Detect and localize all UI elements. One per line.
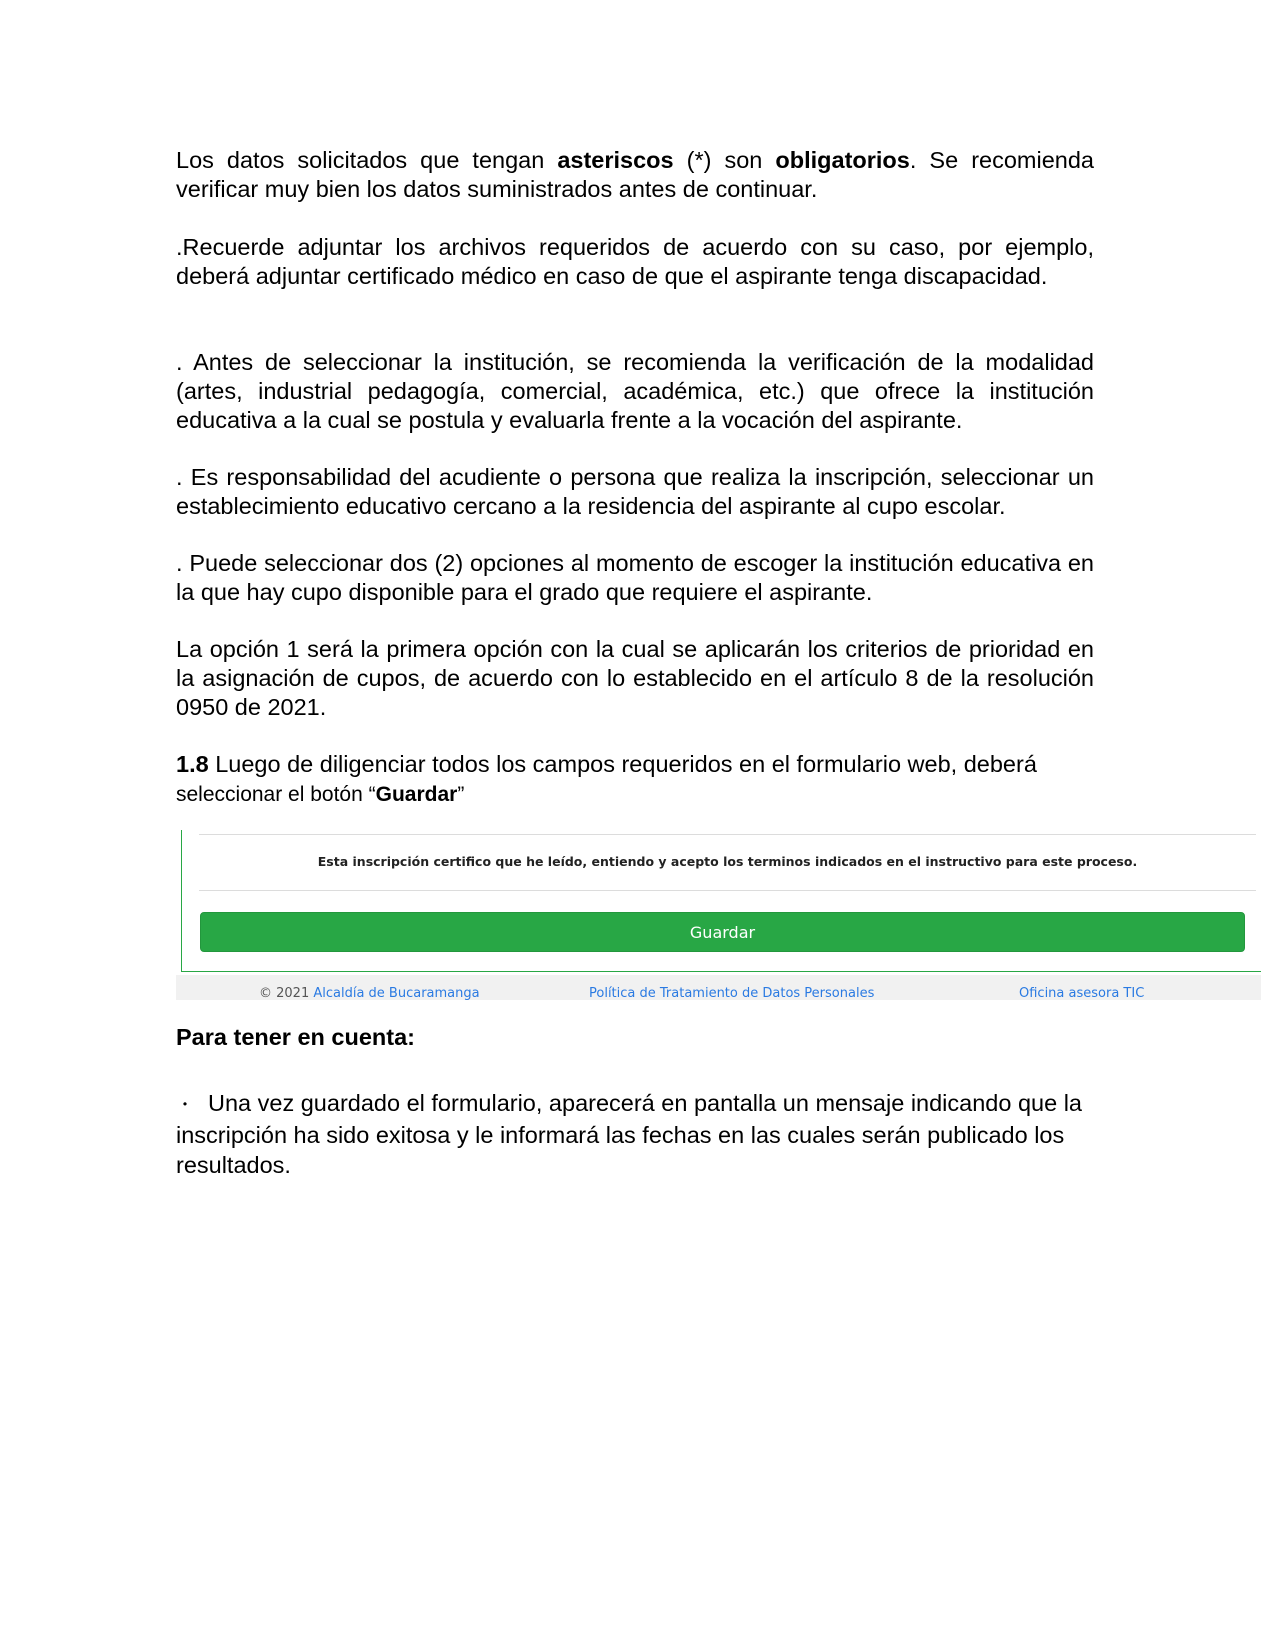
paragraph-attach-files: .Recuerde adjuntar los archivos requeridos de acuerdo con su caso, por ejemplo, deberá adjuntar certificado médico en caso de que el aspirante tenga discapacidad. bbox=[176, 234, 1094, 289]
paragraph-priority-criteria: La opción 1 será la primera opción con la cual se aplicarán los criterios de prioridad en la asignación de cupos, de acuerdo con lo establecido en el artículo 8 de la resolución 0950 de 2021. bbox=[176, 636, 1094, 720]
paragraph-step-1-8 bbox=[176, 750, 1094, 808]
alcaldia-link[interactable]: Alcaldía de Bucaramanga bbox=[313, 986, 480, 1000]
bold-asteriscos: asteriscos bbox=[557, 147, 674, 173]
paragraph-text: (*) son bbox=[673, 147, 776, 173]
paragraph-text: . Se recomienda verificar muy bien los datos suministrados antes de continuar. bbox=[176, 147, 1094, 202]
paragraph-text: ” bbox=[457, 783, 465, 806]
notes-item bbox=[176, 1088, 1094, 1180]
notes-item-text: Una vez guardado el formulario, aparecerá en pantalla un mensaje indicando que la inscripción ha sido exitosa y le informará las fechas en las cuales serán publicado los resultados. bbox=[176, 1090, 1082, 1178]
paragraph-institution-modality: . Antes de seleccionar la institución, se recomienda la verificación de la modalidad (artes, industrial pedagogía, comercial, académica, etc.) que ofrece la institución educativa a la cual se postula y evaluarla frente a la vocación del aspirante. bbox=[176, 349, 1094, 433]
paragraph-guardian-responsibility: . Es responsabilidad del acudiente o persona que realiza la inscripción, seleccionar un establecimiento educativo cercano a la residencia del aspirante al cupo escolar. bbox=[176, 464, 1094, 519]
consent-text: Esta inscripción certifico que he leído, entiendo y acepto los terminos indicados en el instructivo para este proceso. bbox=[317, 854, 1138, 869]
paragraph-text bbox=[176, 783, 464, 806]
bullet-icon: ・ bbox=[176, 1094, 194, 1115]
step-number: 1.8 bbox=[176, 751, 209, 777]
notes-title: Para tener en cuenta: bbox=[176, 1024, 416, 1050]
page-footer bbox=[176, 975, 1261, 1000]
divider-top bbox=[199, 834, 1256, 835]
save-button[interactable]: Guardar bbox=[200, 912, 1245, 952]
paragraph-text: Los datos solicitados que tengan bbox=[176, 147, 558, 173]
tic-office-link[interactable]: Oficina asesora TIC bbox=[1019, 986, 1145, 1000]
divider-middle bbox=[199, 890, 1256, 891]
paragraph-text: Luego de diligenciar todos los campos requeridos en el formulario web, deberá bbox=[208, 751, 1037, 777]
paragraph-two-options: . Puede seleccionar dos (2) opciones al momento de escoger la institución educativa en la que hay cupo disponible para el grado que requiere el aspirante. bbox=[176, 550, 1094, 605]
paragraph-required-fields bbox=[176, 146, 1094, 204]
copyright-text: © 2021 bbox=[259, 986, 314, 1000]
bold-guardar: Guardar bbox=[375, 783, 458, 806]
privacy-policy-link[interactable]: Política de Tratamiento de Datos Personales bbox=[589, 986, 875, 1000]
bold-obligatorios: obligatorios bbox=[775, 147, 910, 173]
paragraph-text: seleccionar el botón “ bbox=[176, 783, 376, 806]
form-screenshot bbox=[176, 830, 1261, 1000]
footer-copyright bbox=[259, 986, 480, 1000]
